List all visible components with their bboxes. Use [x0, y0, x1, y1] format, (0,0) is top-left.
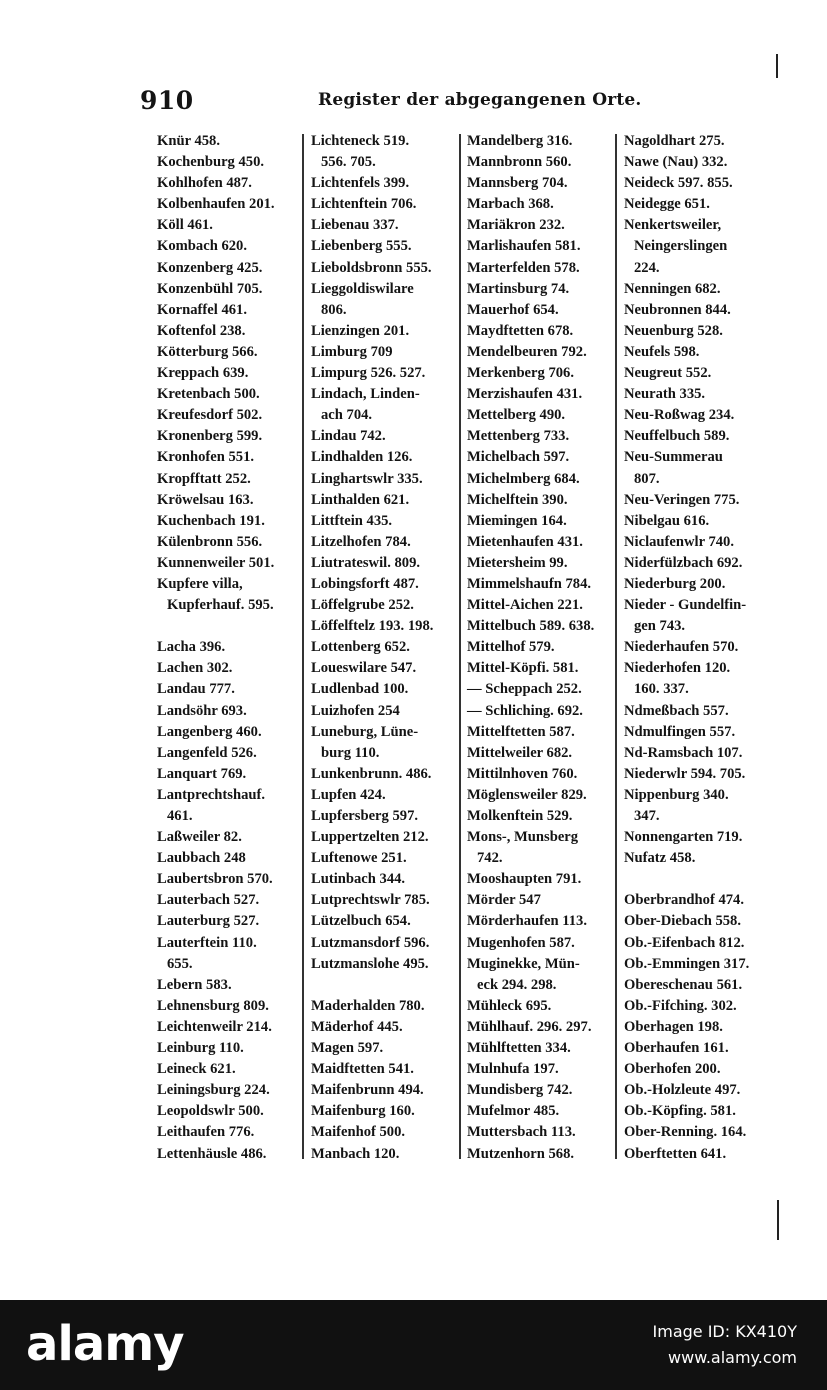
index-entry: Mettelberg 490.	[467, 407, 566, 424]
index-entry: Mörderhaufen 113.	[467, 913, 587, 930]
index-entry-continuation: 742.	[477, 850, 503, 867]
index-entry: Marterfelden 578.	[467, 259, 580, 276]
index-entry: Mittelbuch 589. 638.	[467, 618, 595, 635]
index-entry: Nawe (Nau) 332.	[624, 154, 728, 171]
index-entry: Luizhofen 254	[311, 702, 400, 719]
index-entry-continuation: 655.	[167, 955, 193, 972]
index-entry: Kretenbach 500.	[157, 386, 260, 403]
index-entry: Leopoldswlr 500.	[157, 1103, 264, 1120]
index-entry: Limburg 709	[311, 343, 393, 360]
index-entry: Mörder 547	[467, 892, 541, 909]
index-entry: Koftenfol 238.	[157, 322, 246, 339]
index-entry: Mühlftetten 334.	[467, 1040, 571, 1057]
index-entry: Maifenbrunn 494.	[311, 1082, 424, 1099]
index-entry: Mühleck 695.	[467, 997, 552, 1014]
index-entry: Linthalden 621.	[311, 491, 410, 508]
footer-url: www.alamy.com	[668, 1348, 797, 1367]
index-entry: Niederhofen 120.	[624, 660, 731, 677]
index-entry: Niclaufenwlr 740.	[624, 533, 734, 550]
index-entry-continuation: burg 110.	[321, 744, 380, 761]
index-entry: Landau 777.	[157, 681, 235, 698]
index-entry-continuation: 807.	[634, 470, 660, 487]
index-entry: Mauerhof 654.	[467, 301, 559, 318]
index-entry: Konzenberg 425.	[157, 259, 263, 276]
index-entry: Neidegge 651.	[624, 196, 710, 213]
index-entry: Mimmelshaufn 784.	[467, 575, 592, 592]
index-entry: Neufels 598.	[624, 343, 700, 360]
index-entry: Kornaffel 461.	[157, 301, 247, 318]
index-entry: Lieboldsbronn 555.	[311, 259, 432, 276]
index-entry: Lützelbuch 654.	[311, 913, 411, 930]
index-entry: Leichtenweilr 214.	[157, 1018, 272, 1035]
index-entry: Leithaufen 776.	[157, 1124, 255, 1141]
index-entry: Kronhofen 551.	[157, 449, 255, 466]
index-entry: Ob.-Emmingen 317.	[624, 955, 750, 972]
index-entry: Leiningsburg 224.	[157, 1082, 270, 1099]
index-entry: Nufatz 458.	[624, 850, 696, 867]
running-head: Register der abgegangenen Orte.	[318, 90, 642, 110]
index-entry: Lettenhäusle 486.	[157, 1145, 267, 1162]
index-entry: Kombach 620.	[157, 238, 247, 255]
index-entry: Nd-Ramsbach 107.	[624, 744, 743, 761]
index-entry: Kuchenbach 191.	[157, 512, 265, 529]
index-entry: Merzishaufen 431.	[467, 386, 583, 403]
index-entry: Mons-, Munsberg	[467, 829, 579, 846]
index-entry: Lobingsforft 487.	[311, 575, 419, 592]
index-entry: Mugenhofen 587.	[467, 934, 575, 951]
index-entry: Obereschenau 561.	[624, 976, 743, 993]
index-entry: Mittel-Aichen 221.	[467, 597, 583, 614]
index-entry: Lindach, Linden-	[311, 386, 420, 403]
index-entry: Kochenburg 450.	[157, 154, 265, 171]
index-entry: Maidftetten 541.	[311, 1061, 414, 1078]
index-entry: Molkenftein 529.	[467, 808, 573, 824]
index-entry-continuation: 347.	[634, 808, 660, 824]
column-rule	[302, 134, 304, 1159]
page-number: 910	[140, 86, 194, 115]
index-entry-continuation: eck 294. 298.	[477, 976, 557, 993]
index-entry: — Schliching. 692.	[467, 702, 583, 719]
index-entry: Linghartswlr 335.	[311, 470, 423, 487]
page-edge-mark	[776, 54, 778, 78]
index-entry: Oberhaufen 161.	[624, 1040, 729, 1057]
column-rule	[459, 134, 461, 1159]
index-entry: Kötterburg 566.	[157, 343, 258, 360]
index-entry: Neu-Veringen 775.	[624, 491, 740, 508]
index-entry: Möglensweiler 829.	[467, 786, 587, 803]
index-entry	[624, 869, 774, 890]
index-entry: Maifenburg 160.	[311, 1103, 415, 1120]
index-entry: Lebern 583.	[157, 976, 232, 993]
index-entry: Limpurg 526. 527.	[311, 365, 426, 382]
index-entry: Neurath 335.	[624, 386, 706, 403]
index-entry: Lutinbach 344.	[311, 871, 406, 888]
index-entry: Mäderhof 445.	[311, 1018, 403, 1035]
index-entry: Michelmberg 684.	[467, 470, 580, 487]
index-entry: Lutzmansdorf 596.	[311, 934, 430, 951]
index-entry: Laubbach 248	[157, 850, 246, 867]
index-entry: Ndmulfingen 557.	[624, 723, 736, 740]
index-entry-continuation: 461.	[167, 808, 193, 824]
index-entry: Ob.-Fifching. 302.	[624, 997, 737, 1014]
index-entry: Ob.-Köpfing. 581.	[624, 1103, 736, 1120]
index-entry: Niderfülzbach 692.	[624, 554, 743, 571]
index-entry: Mietenhaufen 431.	[467, 533, 583, 550]
index-entry: — Scheppach 252.	[467, 681, 582, 698]
index-entry: Lindau 742.	[311, 428, 386, 445]
index-entry: Maifenhof 500.	[311, 1124, 406, 1141]
index-entry: Niederhaufen 570.	[624, 639, 739, 656]
index-entry: Langenfeld 526.	[157, 744, 257, 761]
index-entry: Mittelweiler 682.	[467, 744, 573, 761]
index-entry: Lunkenbrunn. 486.	[311, 765, 432, 782]
index-entry: Langenberg 460.	[157, 723, 262, 740]
index-entry: Mundisberg 742.	[467, 1082, 573, 1099]
index-entry: Lutzmanslohe 495.	[311, 955, 429, 972]
index-entry: Lanquart 769.	[157, 765, 247, 782]
index-entry	[157, 616, 297, 637]
column-rule	[615, 134, 617, 1159]
index-entry: Oberhagen 198.	[624, 1018, 723, 1035]
index-entry: Lauterbach 527.	[157, 892, 260, 909]
index-entry: Mooshaupten 791.	[467, 871, 582, 888]
index-entry: Nenningen 682.	[624, 280, 721, 297]
index-entry: Littftein 435.	[311, 512, 393, 529]
index-entry-continuation: 224.	[634, 259, 660, 276]
index-entry: Leineck 621.	[157, 1061, 236, 1078]
index-entry: Lupfersberg 597.	[311, 808, 419, 824]
index-entry: Neuenburg 528.	[624, 322, 723, 339]
index-entry: Ludlenbad 100.	[311, 681, 409, 698]
index-entry: Neuffelbuch 589.	[624, 428, 730, 445]
index-entry: Lindhalden 126.	[311, 449, 413, 466]
index-entry: Mittelftetten 587.	[467, 723, 575, 740]
index-entry: Niederwlr 594. 705.	[624, 765, 746, 782]
index-entry: Mufelmor 485.	[467, 1103, 560, 1120]
index-entry: Mittel-Köpfi. 581.	[467, 660, 579, 677]
index-entry: Mannbronn 560.	[467, 154, 572, 171]
index-entry: Laubertsbron 570.	[157, 871, 273, 888]
index-entry: Lichtenfels 399.	[311, 175, 410, 192]
index-entry: Lieggoldiswilare	[311, 280, 414, 297]
index-entry: Merkenberg 706.	[467, 365, 574, 382]
index-entry: Mittilnhoven 760.	[467, 765, 578, 782]
index-entry: Mutzenhorn 568.	[467, 1145, 575, 1162]
index-entry-continuation: 160. 337.	[634, 681, 689, 698]
index-entry: Lantprechtshauf.	[157, 786, 265, 803]
index-entry: Oberbrandhof 474.	[624, 892, 745, 909]
index-entry: Mettenberg 733.	[467, 428, 570, 445]
index-entry: Ob.-Eifenbach 812.	[624, 934, 745, 951]
index-entry-continuation: 806.	[321, 301, 347, 318]
index-entry: Liebenberg 555.	[311, 238, 412, 255]
index-column-2	[311, 131, 459, 1165]
index-entry: Leinburg 110.	[157, 1040, 244, 1057]
index-entry: Konzenbühl 705.	[157, 280, 263, 297]
index-entry: Marlishaufen 581.	[467, 238, 581, 255]
index-entry: Külenbronn 556.	[157, 533, 263, 550]
index-entry: Kupfere villa,	[157, 575, 243, 592]
index-entry: Kunnenweiler 501.	[157, 554, 275, 571]
index-entry: Kronenberg 599.	[157, 428, 263, 445]
index-entry: Neu-Summerau	[624, 449, 723, 466]
index-entry: Mandelberg 316.	[467, 133, 573, 149]
index-entry: Mietersheim 99.	[467, 554, 568, 571]
index-entry: Lupfen 424.	[311, 786, 386, 803]
index-entry: Landsöhr 693.	[157, 702, 247, 719]
index-entry: Martinsburg 74.	[467, 280, 570, 297]
index-entry: Maydftetten 678.	[467, 322, 574, 339]
index-entry: Mittelhof 579.	[467, 639, 555, 656]
index-entry: Ober-Diebach 558.	[624, 913, 742, 930]
index-entry: Neideck 597. 855.	[624, 175, 733, 192]
index-entry: Manbach 120.	[311, 1145, 400, 1162]
index-entry: Nieder - Gundelfin-	[624, 597, 747, 614]
index-entry: Marbach 368.	[467, 196, 554, 213]
index-entry: Oberhofen 200.	[624, 1061, 721, 1078]
index-entry: Lutprechtswlr 785.	[311, 892, 430, 909]
index-entry: Lichteneck 519.	[311, 133, 410, 149]
index-entry: Neubronnen 844.	[624, 301, 731, 318]
index-entry: Luppertzelten 212.	[311, 829, 429, 846]
index-entry: Michelftein 390.	[467, 491, 568, 508]
index-entry-continuation: ach 704.	[321, 407, 373, 424]
index-entry: Lacha 396.	[157, 639, 226, 656]
index-entry: Magen 597.	[311, 1040, 384, 1057]
index-entry: Kolbenhaufen 201.	[157, 196, 275, 213]
index-entry: Loueswilare 547.	[311, 660, 417, 677]
index-entry: Kohlhofen 487.	[157, 175, 252, 192]
index-entry: Lehnensburg 809.	[157, 997, 269, 1014]
page-edge-mark-bottom	[777, 1200, 779, 1240]
index-entry: Luneburg, Lüne-	[311, 723, 419, 740]
index-entry: Michelbach 597.	[467, 449, 570, 466]
index-entry: Nenkertsweiler,	[624, 217, 722, 234]
index-entry: Mühlhauf. 296. 297.	[467, 1018, 592, 1035]
index-entry: Mulnhufa 197.	[467, 1061, 559, 1078]
index-entry: Muttersbach 113.	[467, 1124, 576, 1141]
index-entry-continuation: 556. 705.	[321, 154, 376, 171]
index-entry: Ob.-Holzleute 497.	[624, 1082, 741, 1099]
index-entry: Kreppach 639.	[157, 365, 249, 382]
index-entry: Luftenowe 251.	[311, 850, 407, 867]
index-entry: Lauterftein 110.	[157, 934, 257, 951]
index-entry: Lichtenftein 706.	[311, 196, 417, 213]
index-entry: Löffelftelz 193. 198.	[311, 618, 434, 635]
index-entry-continuation: Neingerslingen	[634, 238, 728, 255]
index-entry: Köll 461.	[157, 217, 213, 234]
index-column-4	[624, 131, 774, 1165]
index-entry: Neu-Roßwag 234.	[624, 407, 735, 424]
index-entry: Knür 458.	[157, 133, 220, 149]
index-entry: Mendelbeuren 792.	[467, 343, 587, 360]
index-entry: Nibelgau 616.	[624, 512, 710, 529]
index-entry: Litzelhofen 784.	[311, 533, 411, 550]
index-entry: Laßweiler 82.	[157, 829, 242, 846]
index-entry: Kröwelsau 163.	[157, 491, 254, 508]
index-entry: Löffelgrube 252.	[311, 597, 414, 614]
index-entry	[311, 975, 459, 996]
image-id: Image ID: KX410Y	[652, 1322, 797, 1341]
index-entry: Lachen 302.	[157, 660, 233, 677]
index-entry: Liebenau 337.	[311, 217, 399, 234]
index-entry: Ober-Renning. 164.	[624, 1124, 747, 1141]
index-entry: Nippenburg 340.	[624, 786, 729, 803]
index-entry: Lienzingen 201.	[311, 322, 410, 339]
index-column-3	[467, 131, 615, 1165]
index-entry-continuation: gen 743.	[634, 618, 686, 635]
index-entry: Lauterburg 527.	[157, 913, 260, 930]
index-entry: Nagoldhart 275.	[624, 133, 725, 149]
index-entry-continuation: Kupferhauf. 595.	[167, 597, 274, 614]
index-entry: Muginekke, Mün-	[467, 955, 580, 972]
index-entry: Kropfftatt 252.	[157, 470, 251, 487]
index-entry: Oberftetten 641.	[624, 1145, 727, 1162]
index-entry: Neugreut 552.	[624, 365, 712, 382]
index-entry: Maderhalden 780.	[311, 997, 425, 1014]
index-entry: Niederburg 200.	[624, 575, 726, 592]
index-column-1	[157, 131, 297, 1165]
index-entry: Miemingen 164.	[467, 512, 567, 529]
index-entry: Kreufesdorf 502.	[157, 407, 263, 424]
index-entry: Liutrateswil. 809.	[311, 554, 421, 571]
index-entry: Mannsberg 704.	[467, 175, 568, 192]
alamy-logo: alamy	[26, 1316, 184, 1372]
index-entry: Lottenberg 652.	[311, 639, 410, 656]
index-entry: Ndmeßbach 557.	[624, 702, 729, 719]
index-entry: Nonnengarten 719.	[624, 829, 743, 846]
index-entry: Mariäkron 232.	[467, 217, 565, 234]
